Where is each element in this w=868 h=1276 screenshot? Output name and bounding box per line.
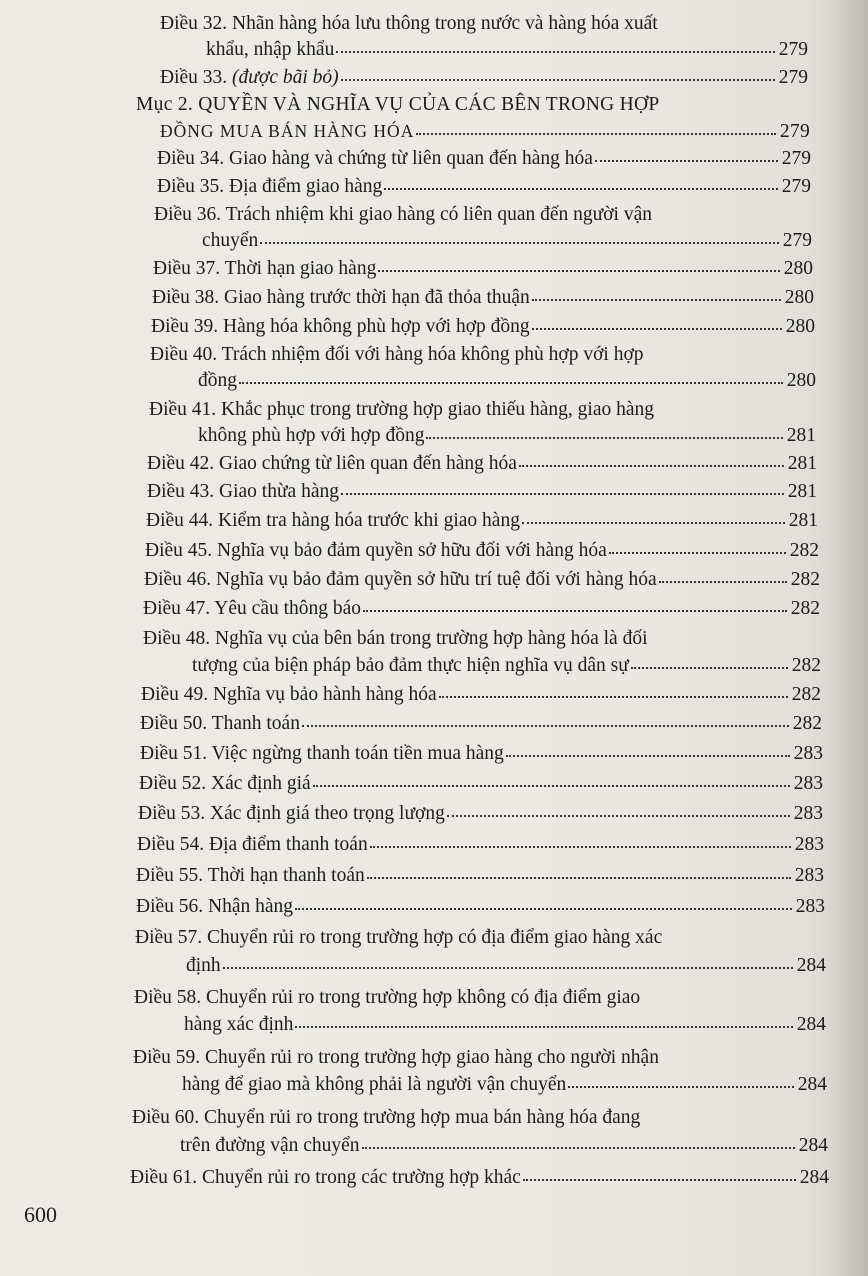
toc-entry-37	[153, 257, 813, 281]
toc-entry-43	[147, 480, 817, 504]
toc-entry-text: đồng	[198, 370, 237, 391]
page-number: 283	[793, 803, 823, 824]
toc-entry-text: Điều 41. Khắc phục trong trường hợp giao thiếu hàng, giao hàng	[149, 399, 655, 420]
page-number: 282	[791, 655, 821, 676]
toc-entry-text: định	[186, 955, 221, 976]
dot-leader	[239, 378, 783, 384]
dot-leader	[416, 129, 776, 135]
toc-entry-40	[198, 369, 816, 393]
toc-entry-text: Điều 39. Hàng hóa không phù hợp với hợp đồng	[151, 316, 530, 337]
toc-section-heading	[160, 119, 810, 144]
toc-entry-61	[130, 1166, 829, 1190]
page-number: 279	[782, 230, 812, 251]
page-number: 280	[783, 258, 813, 279]
section-heading-text: ĐỒNG MUA BÁN HÀNG HÓA	[160, 121, 415, 141]
page-number: 283	[794, 865, 824, 886]
toc-entry-text: Điều 45. Nghĩa vụ bảo đảm quyền sở hữu đối với hàng hóa	[145, 540, 607, 561]
page-number: 281	[787, 481, 817, 502]
toc-entry-text: Điều 32. Nhãn hàng hóa lưu thông trong nước và hàng hóa xuất	[160, 13, 658, 34]
toc-entry-text: Điều 36. Trách nhiệm khi giao hàng có liên quan đến người vận	[154, 204, 653, 225]
page-number: 282	[790, 598, 820, 619]
toc-entry-text: khẩu, nhập khẩu	[206, 39, 335, 60]
toc-entry-text: hàng để giao mà không phải là người vận chuyển	[182, 1074, 567, 1095]
toc-section-heading-line1	[136, 93, 764, 117]
page-number: 281	[786, 425, 816, 446]
section-heading-text: Mục 2. QUYỀN VÀ NGHĨA VỤ CỦA CÁC BÊN TRONG HỢP	[136, 94, 660, 115]
toc-entry-39	[151, 315, 815, 339]
toc-entry-50	[140, 712, 822, 736]
toc-entry-note: (được bãi bỏ)	[232, 67, 339, 88]
toc-entry-47	[143, 597, 820, 621]
page-number: 283	[795, 896, 825, 917]
toc-entry-32-line1	[160, 12, 784, 36]
toc-entry-text: Điều 34. Giao hàng và chứng từ liên quan đến hàng hóa	[157, 148, 593, 169]
dot-leader	[595, 156, 778, 162]
dot-leader	[568, 1082, 794, 1088]
toc-entry-text	[160, 66, 339, 90]
toc-entry-49	[141, 683, 821, 707]
toc-entry-46	[144, 568, 820, 592]
dot-leader	[341, 75, 775, 81]
toc-entry-60-line1	[132, 1106, 780, 1130]
toc-entry-52	[139, 772, 823, 796]
toc-entry-36-line1	[154, 203, 782, 227]
toc-entry-text: Điều 50. Thanh toán	[140, 713, 300, 734]
dot-leader	[384, 184, 777, 190]
toc-entry-40-line1	[150, 343, 764, 367]
toc-entry-59	[182, 1073, 827, 1097]
toc-entry-48	[192, 654, 821, 678]
toc-entry-58	[184, 1013, 826, 1037]
page-number: 280	[786, 370, 816, 391]
page-number: 280	[785, 316, 815, 337]
toc-entry-44	[146, 509, 818, 533]
toc-entry-59-line1	[133, 1046, 785, 1070]
toc-entry-text: Điều 57. Chuyển rủi ro trong trường hợp có địa điểm giao hàng xác	[135, 927, 663, 948]
toc-entry-33	[160, 66, 808, 90]
toc-entry-text: Điều 48. Nghĩa vụ của bên bán trong trường hợp hàng hóa là đối	[143, 628, 648, 649]
page-number: 284	[799, 1167, 829, 1188]
toc-entry-text: Điều 40. Trách nhiệm đối với hàng hóa không phù hợp với hợp	[150, 344, 644, 365]
toc-entry-text: Điều 58. Chuyển rủi ro trong trường hợp không có địa điểm giao	[134, 987, 641, 1008]
toc-entry-text: Điều 53. Xác định giá theo trọng lượng	[138, 803, 445, 824]
page-number: 283	[794, 834, 824, 855]
dot-leader	[426, 433, 782, 439]
toc-entry-35	[157, 175, 811, 199]
toc-entry-text: không phù hợp với hợp đồng	[198, 425, 425, 446]
toc-entry-38	[152, 286, 814, 310]
toc-entry-41	[198, 424, 816, 448]
dot-leader	[522, 518, 785, 524]
toc-entry-text: Điều 37. Thời hạn giao hàng	[153, 258, 377, 279]
toc-entry-text: Điều 46. Nghĩa vụ bảo đảm quyền sở hữu trí tuệ đối với hàng hóa	[144, 569, 657, 590]
dot-leader	[519, 461, 784, 467]
toc-entry-48-line1	[143, 627, 769, 651]
page-number: 282	[791, 684, 821, 705]
toc-entry-text: Điều 42. Giao chứng từ liên quan đến hàng hóa	[147, 453, 517, 474]
toc-entry-text: Điều 54. Địa điểm thanh toán	[137, 834, 368, 855]
page-number: 282	[792, 713, 822, 734]
page-number: 279	[781, 176, 811, 197]
toc-entry-57	[186, 954, 826, 978]
dot-leader	[341, 489, 784, 495]
toc-entry-34	[157, 147, 811, 171]
page-number: 279	[778, 39, 808, 60]
toc-entry-text: Điều 38. Giao hàng trước thời hạn đã thỏa thuận	[152, 287, 530, 308]
page-number: 280	[784, 287, 814, 308]
toc-entry-text: hàng xác định	[184, 1014, 294, 1035]
page-number: 281	[788, 510, 818, 531]
page-number: 284	[796, 955, 826, 976]
toc-entry-51	[140, 742, 823, 766]
toc-entry-text: Điều 55. Thời hạn thanh toán	[136, 865, 365, 886]
page-number: 279	[779, 121, 810, 142]
page-number: 282	[789, 540, 819, 561]
toc-entry-55	[136, 864, 824, 888]
dot-leader	[532, 295, 781, 301]
toc-entry-57-line1	[135, 926, 775, 950]
toc-entry-text: trên đường vận chuyển	[180, 1135, 360, 1156]
toc-entry-58-line1	[134, 986, 774, 1010]
dot-leader	[295, 904, 792, 910]
page-number: 283	[793, 773, 823, 794]
dot-leader	[313, 781, 790, 787]
toc-entry-text: Điều 47. Yêu cầu thông báo	[143, 598, 362, 619]
toc-entry-text: Điều 35. Địa điểm giao hàng	[157, 176, 383, 197]
dot-leader	[362, 1143, 795, 1149]
dot-leader	[302, 721, 789, 727]
toc-entry-text: chuyển	[202, 230, 259, 251]
dot-leader	[631, 663, 788, 669]
dot-leader	[367, 873, 791, 879]
dot-leader	[260, 238, 778, 244]
dot-leader	[523, 1175, 796, 1181]
page-number: 279	[778, 67, 808, 88]
toc-entry-text: Điều 52. Xác định giá	[139, 773, 311, 794]
toc-entry-41-line1	[149, 398, 767, 422]
toc-entry-36	[202, 229, 812, 253]
dot-leader	[370, 842, 791, 848]
toc-entry-text: Điều 43. Giao thừa hàng	[147, 481, 339, 502]
toc-entry-60	[180, 1134, 828, 1158]
toc-entry-prefix: Điều 33.	[160, 67, 233, 88]
page-number: 281	[787, 453, 817, 474]
page-number: 284	[796, 1014, 826, 1035]
dot-leader	[659, 577, 787, 583]
dot-leader	[223, 963, 793, 969]
dot-leader	[439, 692, 788, 698]
toc-entry-45	[145, 539, 819, 563]
toc-entry-56	[136, 895, 825, 919]
toc-entry-text: Điều 49. Nghĩa vụ bảo hành hàng hóa	[141, 684, 437, 705]
toc-entry-text: Điều 61. Chuyển rủi ro trong các trường hợp khác	[130, 1167, 521, 1188]
page-number: 279	[781, 148, 811, 169]
page-number: 282	[790, 569, 820, 590]
dot-leader	[609, 548, 786, 554]
toc-entry-text: Điều 56. Nhận hàng	[136, 896, 294, 917]
dot-leader	[363, 606, 787, 612]
toc-entry-text: Điều 59. Chuyển rủi ro trong trường hợp giao hàng cho người nhận	[133, 1047, 659, 1068]
dot-leader	[336, 47, 774, 53]
dot-leader	[447, 811, 790, 817]
toc-entry-text: Điều 44. Kiểm tra hàng hóa trước khi giao hàng	[146, 510, 520, 531]
page-number: 283	[793, 743, 823, 764]
page-number: 284	[798, 1135, 828, 1156]
toc-entry-53	[138, 802, 823, 826]
dot-leader	[295, 1022, 792, 1028]
toc-entry-32	[206, 38, 808, 62]
dot-leader	[532, 324, 782, 330]
page-folio-number: 600	[24, 1202, 57, 1227]
page-gutter-shadow	[826, 0, 868, 1276]
toc-entry-42	[147, 452, 817, 476]
dot-leader	[378, 266, 779, 272]
dot-leader	[506, 751, 790, 757]
page-number: 284	[797, 1074, 827, 1095]
toc-entry-text: tượng của biện pháp bảo đảm thực hiện nghĩa vụ dân sự	[192, 655, 629, 676]
toc-entry-text: Điều 51. Việc ngừng thanh toán tiền mua hàng	[140, 743, 504, 764]
toc-entry-54	[137, 833, 824, 857]
toc-entry-text: Điều 60. Chuyển rủi ro trong trường hợp mua bán hàng hóa đang	[132, 1107, 641, 1128]
